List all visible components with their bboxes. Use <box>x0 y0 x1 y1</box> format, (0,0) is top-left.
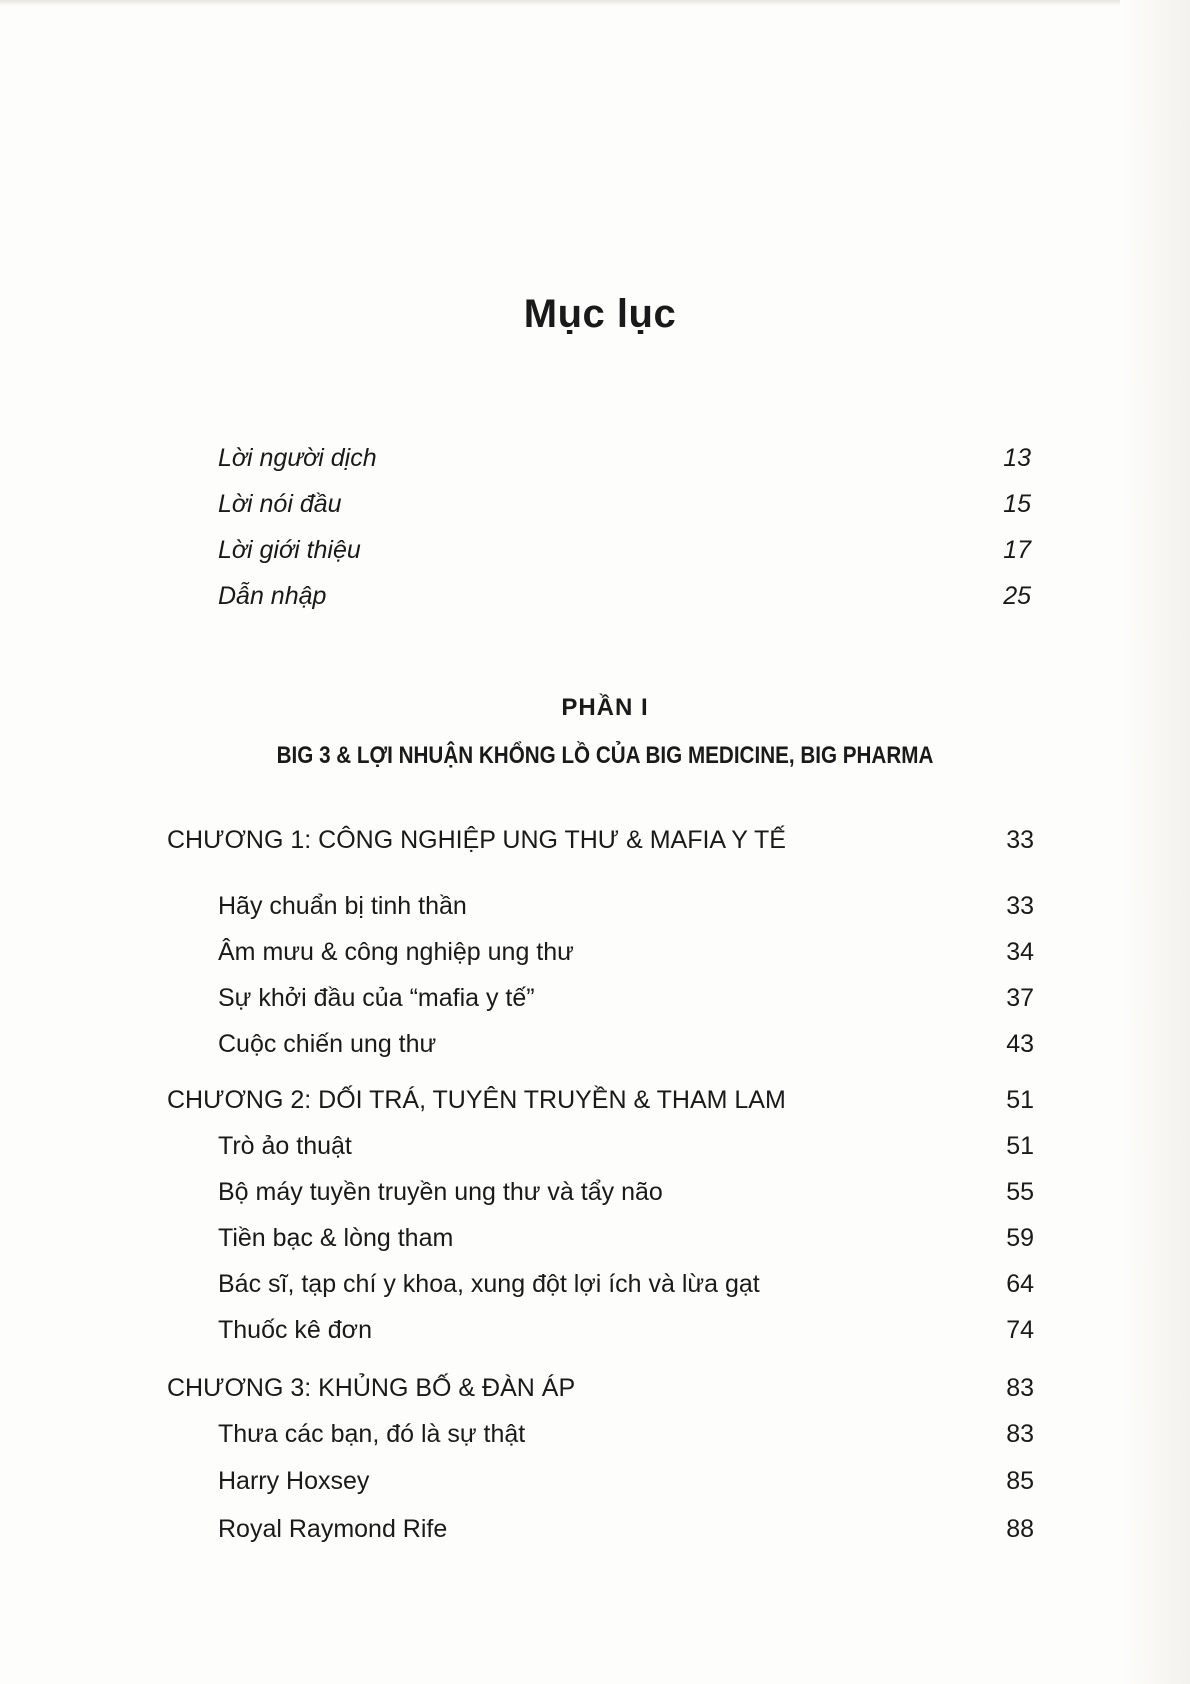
toc-section <box>218 1174 1034 1210</box>
section-label: Hãy chuẩn bị tinh thần <box>218 892 467 920</box>
section-page: 85 <box>1006 1467 1034 1495</box>
toc-section <box>218 888 1034 924</box>
section-page: 55 <box>1006 1178 1034 1206</box>
section-page: 59 <box>1006 1224 1034 1252</box>
toc-section <box>218 1463 1034 1499</box>
section-page: 51 <box>1006 1132 1034 1160</box>
chapter-label: CHƯƠNG 3: KHỦNG BỐ & ĐÀN ÁP <box>167 1374 576 1402</box>
section-page: 33 <box>1006 892 1034 920</box>
section-label: Harry Hoxsey <box>218 1467 370 1495</box>
toc-item-label: Lời giới thiệu <box>218 536 361 564</box>
toc-section <box>218 1026 1034 1062</box>
toc-item-label: Lời nói đầu <box>218 490 342 518</box>
part-number: PHẦN I <box>561 694 649 721</box>
section-page: 64 <box>1006 1270 1034 1298</box>
page-right-shadow <box>1120 0 1190 1684</box>
toc-section <box>218 1128 1034 1164</box>
toc-front-item <box>218 578 1031 614</box>
chapter-label: CHƯƠNG 2: DỐI TRÁ, TUYÊN TRUYỀN & THAM LAM <box>167 1086 786 1114</box>
toc-item-label: Lời người dịch <box>218 444 377 472</box>
section-page: 37 <box>1006 984 1034 1012</box>
section-label: Royal Raymond Rife <box>218 1515 448 1543</box>
toc-section <box>218 980 1034 1016</box>
toc-item-label: Dẫn nhập <box>218 582 327 610</box>
toc-section <box>218 1266 1034 1302</box>
page-title: Mục lục <box>523 292 677 336</box>
toc-section <box>218 934 1034 970</box>
section-label: Trò ảo thuật <box>218 1132 352 1160</box>
toc-chapter <box>167 822 1034 858</box>
toc-chapter <box>167 1370 1034 1406</box>
toc-section <box>218 1416 1034 1452</box>
section-label: Thuốc kê đơn <box>218 1316 372 1344</box>
toc-item-page: 25 <box>1003 582 1031 610</box>
toc-item-page: 17 <box>1003 536 1031 564</box>
toc-front-item <box>218 532 1031 568</box>
section-label: Thưa các bạn, đó là sự thật <box>218 1420 526 1448</box>
section-label: Sự khởi đầu của “mafia y tế” <box>218 984 535 1012</box>
chapter-page: 51 <box>1006 1086 1034 1114</box>
section-label: Bộ máy tuyền truyền ung thư và tẩy não <box>218 1178 663 1206</box>
toc-chapter <box>167 1082 1034 1118</box>
section-label: Cuộc chiến ung thư <box>218 1030 437 1058</box>
section-page: 43 <box>1006 1030 1034 1058</box>
chapter-page: 83 <box>1006 1374 1034 1402</box>
page-top-edge <box>0 0 1190 6</box>
toc-item-page: 13 <box>1003 444 1031 472</box>
section-label: Âm mưu & công nghiệp ung thư <box>218 938 574 966</box>
part-title: BIG 3 & LỢI NHUẬN KHỔNG LỒ CỦA BIG MEDICINE, BIG PHARMA <box>276 742 934 769</box>
section-label: Bác sĩ, tạp chí y khoa, xung đột lợi ích và lừa gạt <box>218 1270 760 1298</box>
toc-section <box>218 1511 1034 1547</box>
section-label: Tiền bạc & lòng tham <box>218 1224 454 1252</box>
section-page: 83 <box>1006 1420 1034 1448</box>
toc-section <box>218 1220 1034 1256</box>
section-page: 74 <box>1006 1316 1034 1344</box>
toc-section <box>218 1312 1034 1348</box>
toc-front-item <box>218 486 1031 522</box>
toc-front-item <box>218 440 1031 476</box>
section-page: 34 <box>1006 938 1034 966</box>
chapter-label: CHƯƠNG 1: CÔNG NGHIỆP UNG THƯ & MAFIA Y TẾ <box>167 826 786 854</box>
toc-item-page: 15 <box>1003 490 1031 518</box>
chapter-page: 33 <box>1006 826 1034 854</box>
section-page: 88 <box>1006 1515 1034 1543</box>
